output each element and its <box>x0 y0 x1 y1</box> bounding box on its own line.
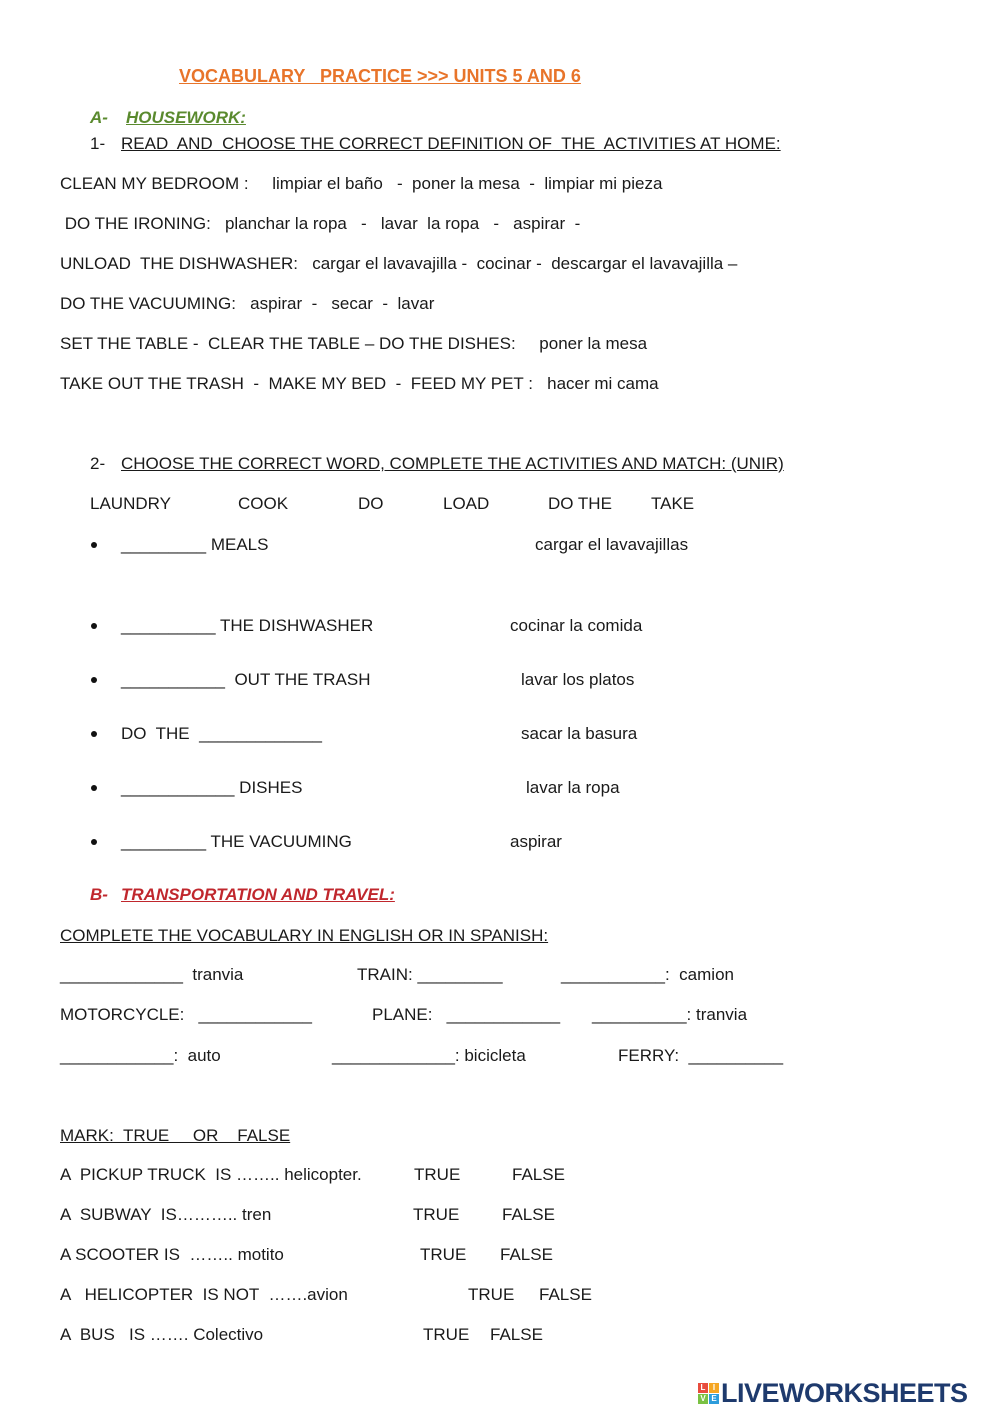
q1-line: TAKE OUT THE TRASH - MAKE MY BED - FEED MY PET : hacer mi cama <box>60 374 659 393</box>
section-a-letter: A- <box>90 108 108 127</box>
vocab-blank[interactable]: PLANE: ____________ <box>372 1005 561 1024</box>
logo-text: LIVEWORKSHEETS <box>721 1377 968 1408</box>
page-title: VOCABULARY PRACTICE >>> UNITS 5 AND 6 <box>179 66 581 86</box>
word-bank-item: COOK <box>238 494 289 513</box>
q1-line: SET THE TABLE - CLEAR THE TABLE – DO THE DISHES: poner la mesa <box>60 334 648 353</box>
match-right[interactable]: lavar la ropa <box>526 778 620 797</box>
tf-false-option[interactable]: FALSE <box>502 1205 555 1224</box>
match-right[interactable]: aspirar <box>510 832 562 851</box>
vocab-blank[interactable]: FERRY: __________ <box>618 1046 784 1065</box>
match-left[interactable]: _________ THE VACUUMING <box>121 832 352 851</box>
q1-number: 1- <box>90 134 106 153</box>
q1-instruction: READ AND CHOOSE THE CORRECT DEFINITION OF THE ACTIVITIES AT HOME: <box>121 134 781 153</box>
tf-false-option[interactable]: FALSE <box>490 1325 543 1344</box>
word-bank-item: TAKE <box>651 494 695 513</box>
match-left[interactable]: ___________ OUT THE TRASH <box>121 670 371 689</box>
tf-question: A SCOOTER IS …….. motito <box>60 1245 284 1264</box>
match-left[interactable]: __________ THE DISHWASHER <box>121 616 374 635</box>
bullet-icon <box>91 542 97 548</box>
word-bank-item: LOAD <box>443 494 490 513</box>
tf-false-option[interactable]: FALSE <box>512 1165 565 1184</box>
tf-true-option[interactable]: TRUE <box>423 1325 470 1344</box>
q1-line: DO THE VACUUMING: aspirar - secar - lavar <box>60 294 435 313</box>
section-a-heading: HOUSEWORK: <box>126 108 246 127</box>
vocab-blank[interactable]: TRAIN: _________ <box>357 965 503 984</box>
tf-true-option[interactable]: TRUE <box>414 1165 461 1184</box>
match-right[interactable]: lavar los platos <box>521 670 635 689</box>
tf-question: A HELICOPTER IS NOT …….avion <box>60 1285 348 1304</box>
match-left[interactable]: ____________ DISHES <box>121 778 303 797</box>
match-right[interactable]: sacar la basura <box>521 724 638 743</box>
bullet-icon <box>91 785 97 791</box>
tf-false-option[interactable]: FALSE <box>539 1285 592 1304</box>
tf-heading: MARK: TRUE OR FALSE <box>60 1126 291 1145</box>
tf-true-option[interactable]: TRUE <box>420 1245 467 1264</box>
match-left[interactable]: DO THE _____________ <box>121 724 322 743</box>
tf-true-option[interactable]: TRUE <box>413 1205 460 1224</box>
q2-number: 2- <box>90 454 106 473</box>
liveworksheets-logo[interactable] <box>698 1378 968 1408</box>
word-bank-item: LAUNDRY <box>90 494 171 513</box>
logo-mark-cell: V <box>698 1394 708 1404</box>
q1-line: DO THE IRONING: planchar la ropa - lavar la ropa - aspirar - <box>60 214 581 233</box>
bullet-icon <box>91 623 97 629</box>
q1-line: CLEAN MY BEDROOM : limpiar el baño - poner la mesa - limpiar mi pieza <box>60 174 663 193</box>
q2-instruction: CHOOSE THE CORRECT WORD, COMPLETE THE ACTIVITIES AND MATCH: (UNIR) <box>121 454 784 473</box>
bullet-icon <box>91 731 97 737</box>
match-left[interactable]: _________ MEALS <box>121 535 269 554</box>
vocab-blank[interactable]: __________: tranvia <box>592 1005 748 1024</box>
logo-mark-cell: L <box>698 1383 708 1393</box>
match-right[interactable]: cocinar la comida <box>510 616 643 635</box>
bullet-icon <box>91 677 97 683</box>
word-bank-item: DO THE <box>548 494 612 513</box>
section-b-letter: B- <box>90 885 108 904</box>
section-b-heading: TRANSPORTATION AND TRAVEL: <box>121 885 395 904</box>
match-right[interactable]: cargar el lavavajillas <box>535 535 689 554</box>
tf-true-option[interactable]: TRUE <box>468 1285 515 1304</box>
logo-mark-cell: I <box>709 1383 719 1393</box>
logo-mark-cell: E <box>709 1394 719 1404</box>
bullet-icon <box>91 839 97 845</box>
vocab-blank[interactable]: MOTORCYCLE: ____________ <box>60 1005 312 1024</box>
tf-question: A PICKUP TRUCK IS …….. helicopter. <box>60 1165 362 1184</box>
tf-false-option[interactable]: FALSE <box>500 1245 553 1264</box>
vocab-blank[interactable]: _____________ tranvia <box>60 965 244 984</box>
vocab-instruction: COMPLETE THE VOCABULARY IN ENGLISH OR IN SPANISH: <box>60 926 549 945</box>
tf-question: A BUS IS ……. Colectivo <box>60 1325 264 1344</box>
logo-mark-icon <box>698 1383 719 1404</box>
q1-line: UNLOAD THE DISHWASHER: cargar el lavavajilla - cocinar - descargar el lavavajilla – <box>60 254 738 273</box>
vocab-blank[interactable]: ____________: auto <box>60 1046 221 1065</box>
word-bank-item: DO <box>358 494 384 513</box>
vocab-blank[interactable]: _____________: bicicleta <box>332 1046 526 1065</box>
tf-question: A SUBWAY IS……….. tren <box>60 1205 272 1224</box>
vocab-blank[interactable]: ___________: camion <box>561 965 734 984</box>
